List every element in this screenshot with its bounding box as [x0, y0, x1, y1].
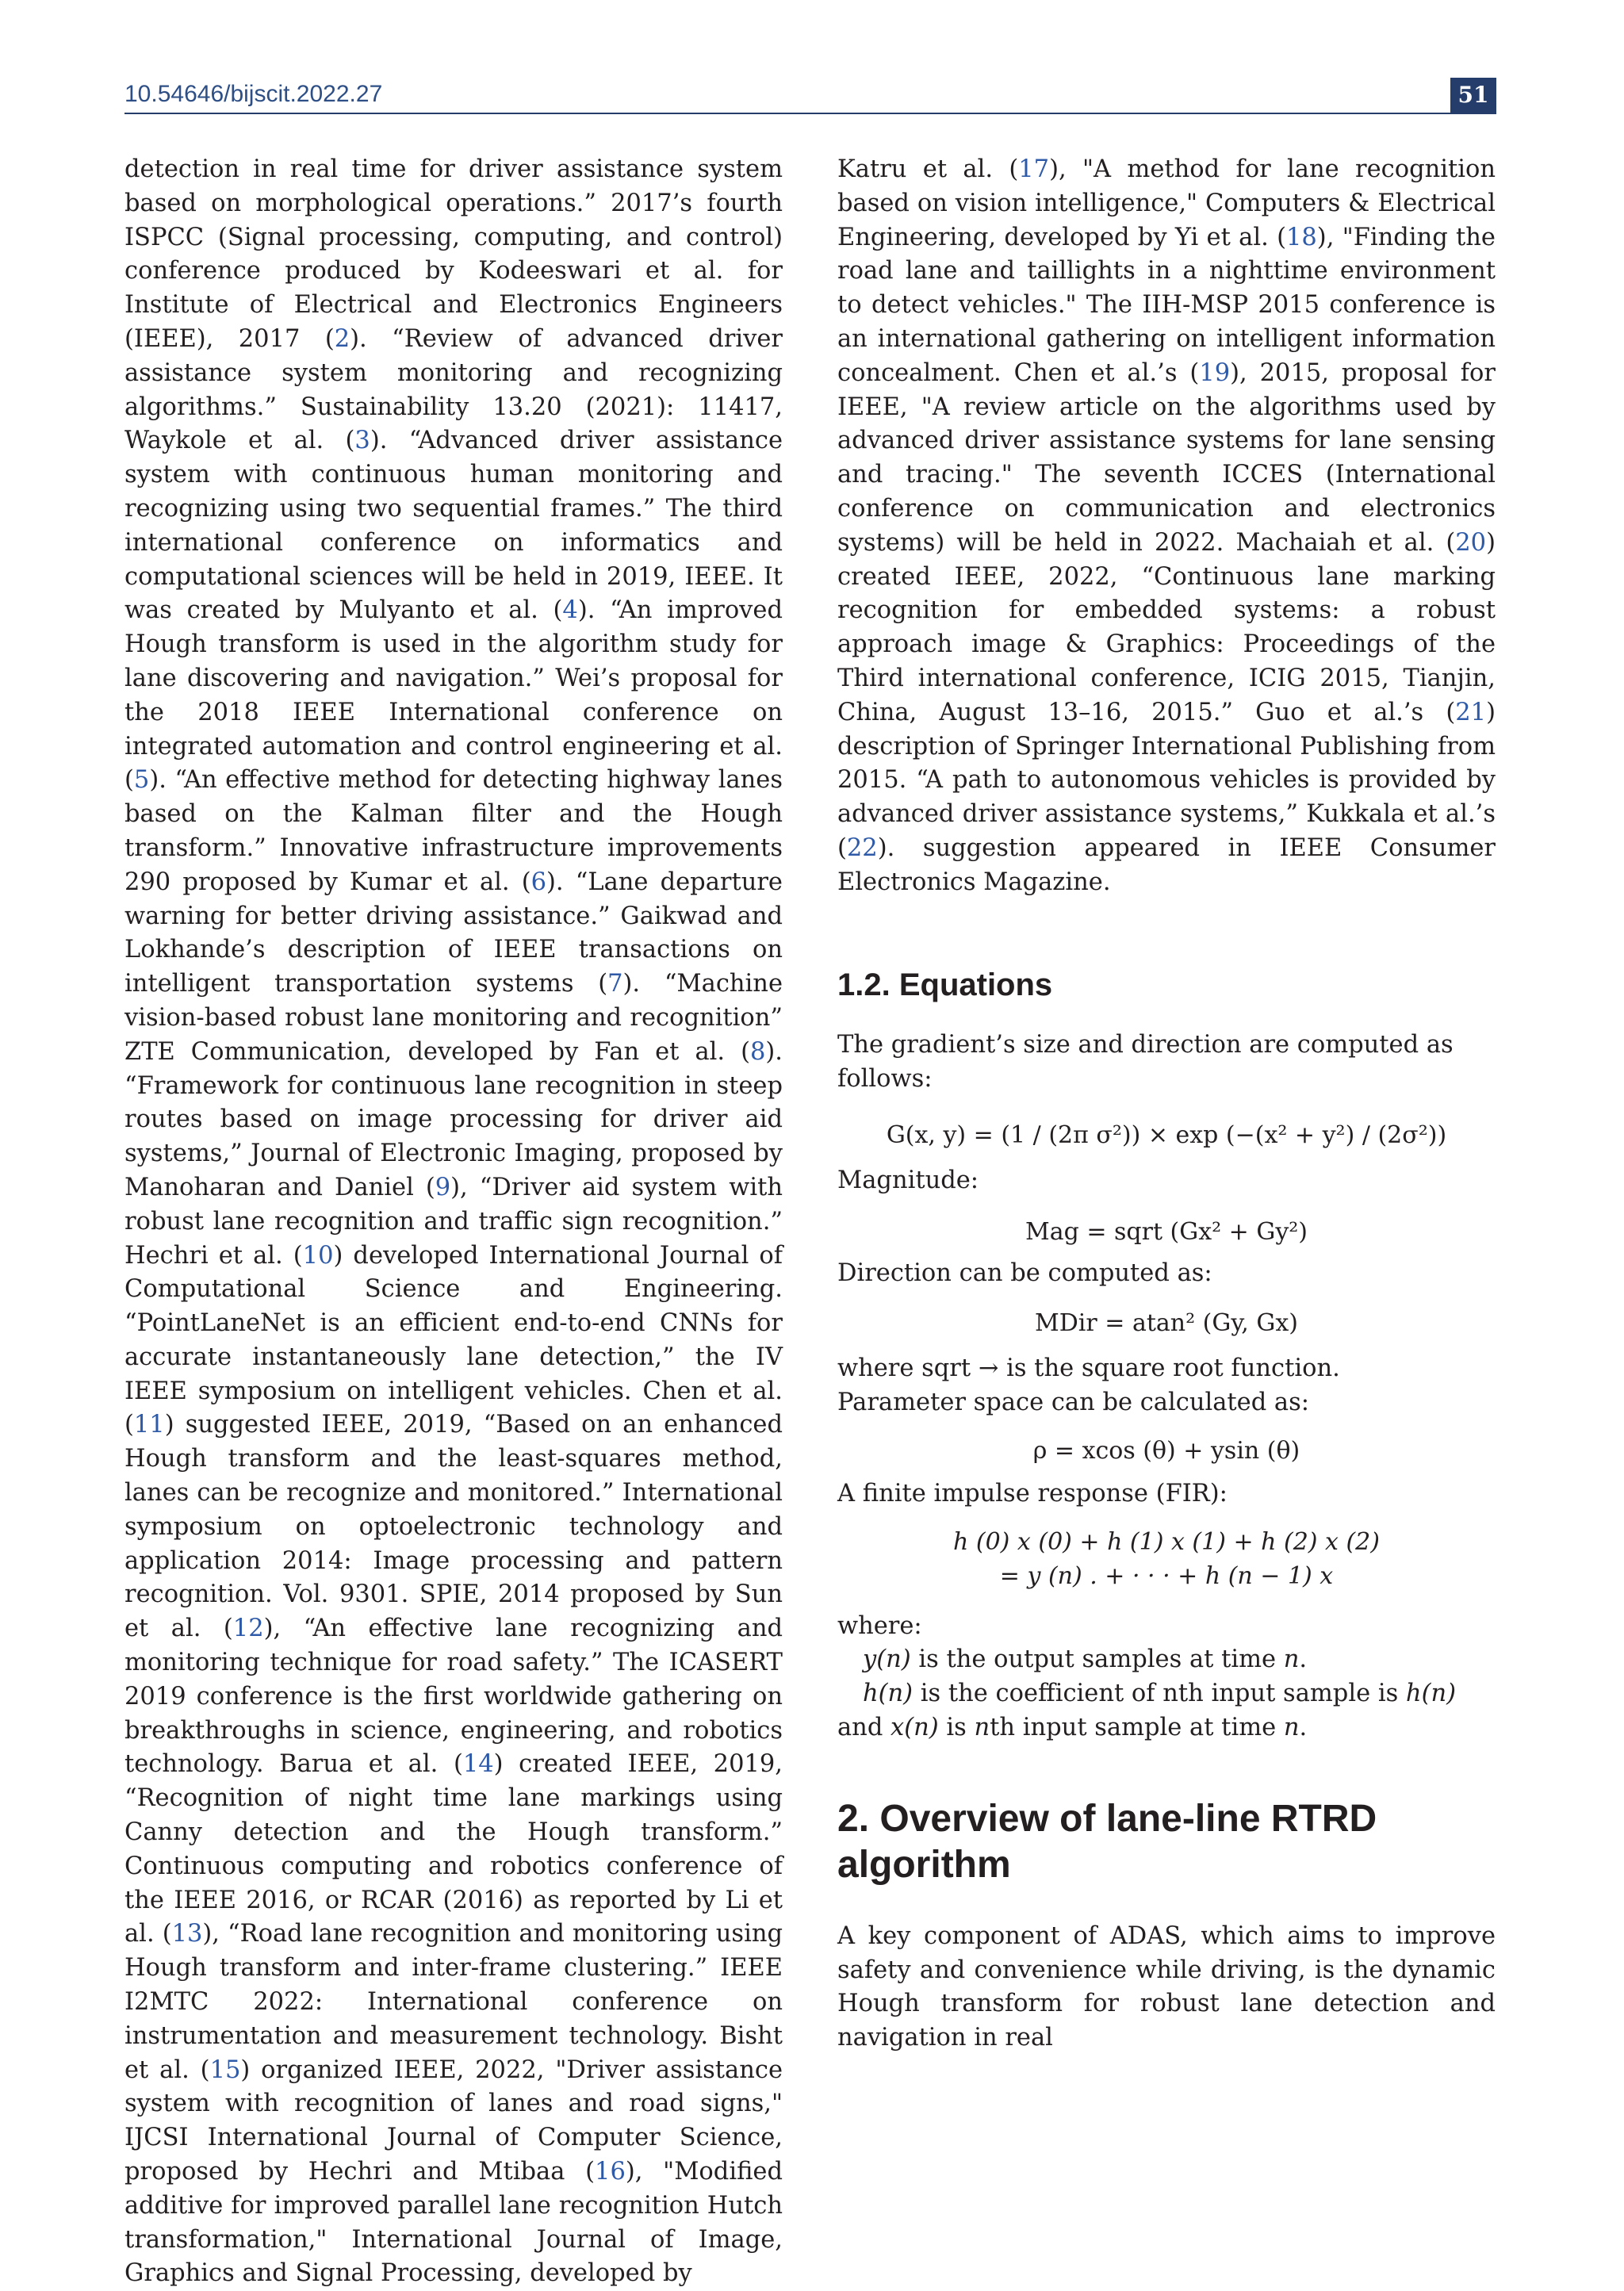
page-number-badge: 51 — [1450, 78, 1496, 113]
citation-link[interactable]: 5 — [133, 766, 150, 795]
equation-gaussian: G(x, y) = (1 / (2π σ²)) × exp (−(x² + y²) / (2σ²)) — [886, 1121, 1447, 1149]
citation-link[interactable]: 2 — [334, 324, 350, 353]
citation-link[interactable]: 20 — [1455, 528, 1487, 557]
where-label: where: — [837, 1611, 922, 1640]
definition-h: h(n) is the coefficient of nth input sample is h(n) and x(n) is nth input sample at time n. — [837, 1680, 1457, 1742]
equations-intro: The gradient’s size and direction are computed as follows: — [837, 1031, 1454, 1094]
equation-magnitude: Mag = sqrt (Gx² + Gy²) — [1025, 1217, 1308, 1246]
section-heading-equations: 1.2. Equations — [837, 967, 1053, 1002]
equation-fir-line1: h (0) x (0) + h (1) x (1) + h (2) x (2) — [953, 1528, 1380, 1557]
equation-direction: MDir = atan² (Gy, Gx) — [1035, 1309, 1298, 1338]
citation-link[interactable]: 8 — [749, 1037, 766, 1066]
citation-link[interactable]: 10 — [302, 1241, 334, 1270]
sqrt-note: where sqrt → is the square root function. — [837, 1354, 1340, 1382]
citation-link[interactable]: 11 — [133, 1411, 165, 1439]
direction-label: Direction can be computed as: — [837, 1259, 1212, 1288]
citation-link[interactable]: 22 — [846, 833, 878, 862]
magnitude-label: Magnitude: — [837, 1166, 979, 1194]
right-column — [837, 153, 1496, 2055]
citation-link[interactable]: 21 — [1455, 698, 1487, 726]
doi-link[interactable]: 10.54646/bijscit.2022.27 — [124, 81, 383, 107]
fir-label: A finite impulse response (FIR): — [837, 1480, 1228, 1508]
references-paragraph-right: Katru et al. (17), "A method for lane recognition based on vision intelligence," Computers & Electrical Engineering, developed by Yi et al. (18), "Finding the road lane and taillights in a nighttime environment to detect vehicles." The IIH-MSP 2015 conference is an international gathering on intelligent information concealment. Chen et al.’s (19), 2015, proposal for IEEE, "A review article on the algorithms used by advanced driver assistance systems for lane sensing and tracing." The seventh ICCES (International conference on communication and electronics systems) will be held in 2022. Machaiah et al. (20) created IEEE, 2022, “Continuous lane marking recognition for embedded systems: a robust approach image & Graphics: Proceedings of the Third international conference, ICIG 2015, Tianjin, China, August 13–16, 2015.” Guo et al.’s (21) description of Springer International Publishing from 2015. “A path to autonomous vehicles is provided by advanced driver assistance systems,” Kukkala et al.’s (22). suggestion appeared in IEEE Consumer Electronics Magazine. — [837, 155, 1496, 896]
overview-paragraph: A key component of ADAS, which aims to improve safety and convenience while driving, is the dynamic Hough transform for robust lane detection and navigation in real — [837, 1921, 1496, 2052]
equation-hough: ρ = xcos (θ) + ysin (θ) — [1032, 1436, 1300, 1465]
section-heading-overview: 2. Overview of lane-line RTRD algorithm — [837, 1797, 1377, 1886]
citation-link[interactable]: 9 — [435, 1173, 451, 1201]
header-rule — [124, 113, 1496, 114]
citation-link[interactable]: 15 — [209, 2055, 241, 2084]
citation-link[interactable]: 19 — [1199, 358, 1231, 387]
citation-link[interactable]: 14 — [462, 1750, 494, 1779]
citation-link[interactable]: 18 — [1285, 223, 1317, 251]
page-header — [124, 78, 1496, 114]
citation-link[interactable]: 17 — [1018, 155, 1050, 183]
references-paragraph-left: detection in real time for driver assistance system based on morphological operations.” 2017’s fourth ISPCC (Signal processing, computing, and control) conference produced by Kodeeswari et al. for Institute of Electrical and Electronics Engineers (IEEE), 2017 (2). “Review of advanced driver assistance system monitoring and recognizing algorithms.” Sustainability 13.20 (2021): 11417, Waykole et al. (3). “Advanced driver assistance system with continuous human monitoring and recognizing using two sequential frames.” The third international conference on informatics and computational sciences will be held in 2019, IEEE. It was created by Mulyanto et al. (4). “An improved Hough transform is used in the algorithm study for lane discovering and navigation.” Wei’s proposal for the 2018 IEEE International conference on integrated automation and control engineering et al. (5). “An effective method for detecting highway lanes based on the Kalman filter and the Hough transform.” Innovative infrastructure improvements 290 proposed by Kumar et al. (6). “Lane departure warning for better driving assistance.” Gaikwad and Lokhande’s description of IEEE transactions on intelligent transportation systems (7). “Machine vision-based robust lane monitoring and recognition” ZTE Communication, developed by Fan et al. (8). “Framework for continuous lane recognition in steep routes based on image processing for driver aid systems,” Journal of Electronic Imaging, proposed by Manoharan and Daniel (9), “Driver aid system with robust lane recognition and traffic sign recognition.” Hechri et al. (10) developed International Journal of Computational Science and Engineering. “PointLaneNet is an efficient end-to-end CNNs for accurate instantaneously lane detection,” the IV IEEE symposium on intelligent vehicles. Chen et al. (11) suggested IEEE, 2019, “Based on an enhanced Hough transform and the least-squares method, lanes can be recognize and monitored.” International symposium on optoelectronic technology and application 2014: Image processing and pattern recognition. Vol. 9301. SPIE, 2014 proposed by Sun et al. (12), “An effective lane recognizing and monitoring technique for road safety.” The ICASERT 2019 conference is the first worldwide gathering on breakthroughs in science, engineering, and robotics technology. Barua et al. (14) created IEEE, 2019, “Recognition of night time lane markings using Canny detection and the Hough transform.” Continuous computing and robotics conference of the IEEE 2016, or RCAR (2016) as reported by Li et al. (13), “Road lane recognition and monitoring using Hough transform and inter-frame clustering.” IEEE I2MTC 2022: International conference on instrumentation and measurement technology. Bisht et al. (15) organized IEEE, 2022, "Driver assistance system with recognition of lanes and road signs," IJCSI International Journal of Computer Science, proposed by Hechri and Mtibaa (16), "Modified additive for improved parallel lane recognition Hutch transformation," International Journal of Image, Graphics and Signal Processing, developed by — [124, 155, 783, 2288]
citation-link[interactable]: 16 — [595, 2158, 626, 2186]
definition-y: y(n) is the output samples at time n. — [863, 1645, 1308, 1674]
citation-link[interactable]: 13 — [171, 1920, 203, 1948]
citation-link[interactable]: 3 — [354, 427, 370, 455]
equation-fir-line2: = y (n) . + · · · + h (n − 1) x — [999, 1561, 1334, 1590]
citation-link[interactable]: 12 — [232, 1615, 264, 1643]
citation-link[interactable]: 4 — [562, 596, 578, 625]
citation-link[interactable]: 7 — [607, 970, 623, 998]
citation-link[interactable]: 6 — [530, 868, 547, 896]
left-column — [124, 153, 783, 2291]
parameter-space-label: Parameter space can be calculated as: — [837, 1388, 1310, 1416]
